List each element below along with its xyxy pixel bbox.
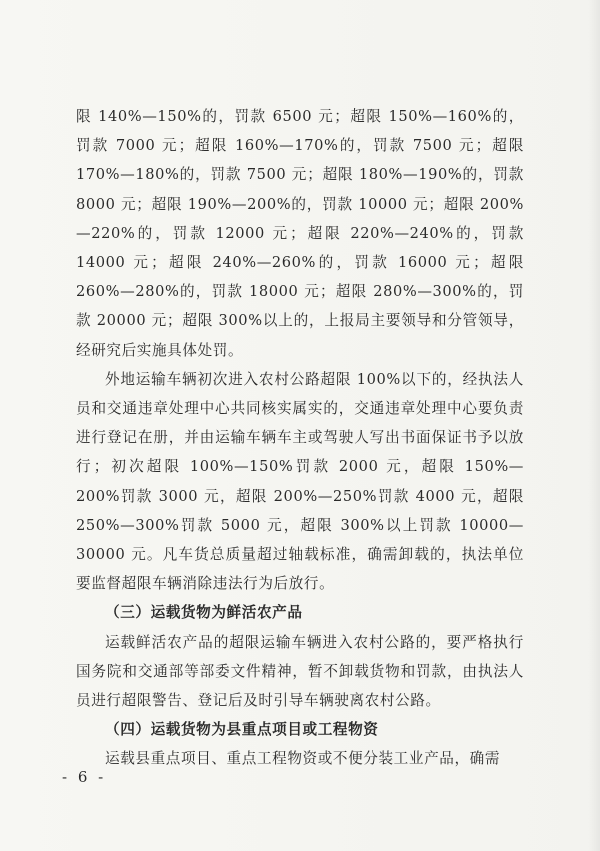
section-heading-key-projects: （四）运载货物为县重点项目或工程物资 xyxy=(105,721,379,739)
document-body xyxy=(76,102,524,774)
page-number: - 6 - xyxy=(62,768,107,786)
paragraph-key-projects: 运载县重点项目、重点工程物资或不便分装工业产品，确需 xyxy=(105,750,501,768)
page-edge-shadow xyxy=(588,0,600,851)
section-heading-fresh-produce: （三）运载货物为鲜活农产品 xyxy=(105,604,303,622)
paragraph-outside-vehicles: 外地运输车辆初次进入农村公路超限 100%以下的，经执法人员和交通违章处理中心共同核实属实的，交通违章处理中心要负责进行登记在册，并由运输车辆车主或驾驶人写出书面保证书予以放行；初次超限 100%—150%罚款 2000 元，超限 150%—200%罚款 3000 元，超限 200%—250%罚款 4000 元，超限 250%—300%罚款 5000 元，超限 300%以上罚款 10000—30000 元。凡车货总质量超过轴载标准，确需卸载的，执法单位要监督超限车辆消除违法行为后放行。 xyxy=(76,370,524,593)
paragraph-penalty-continuation: 限 140%—150%的，罚款 6500 元；超限 150%—160%的，罚款 7000 元；超限 160%—170%的，罚款 7500 元；超限 170%—180%的，罚款 7500 元；超限 180%—190%的，罚款 8000 元；超限 190%—200%的，罚款 10000 元；超限 200%—220%的，罚款 12000 元；超限 220%—240%的，罚款 14000 元；超限 240%—260%的，罚款 16000 元；超限 260%—280%的，罚款 18000 元；超限 280%—300%的，罚款 20000 元；超限 300%以上的，上报局主要领导和分管领导，经研究后实施具体处罚。 xyxy=(76,108,524,359)
paragraph-fresh-produce: 运载鲜活农产品的超限运输车辆进入农村公路的，要严格执行国务院和交通部等部委文件精神，暂不卸载货物和罚款，由执法人员进行超限警告、登记后及时引导车辆驶离农村公路。 xyxy=(76,633,524,710)
